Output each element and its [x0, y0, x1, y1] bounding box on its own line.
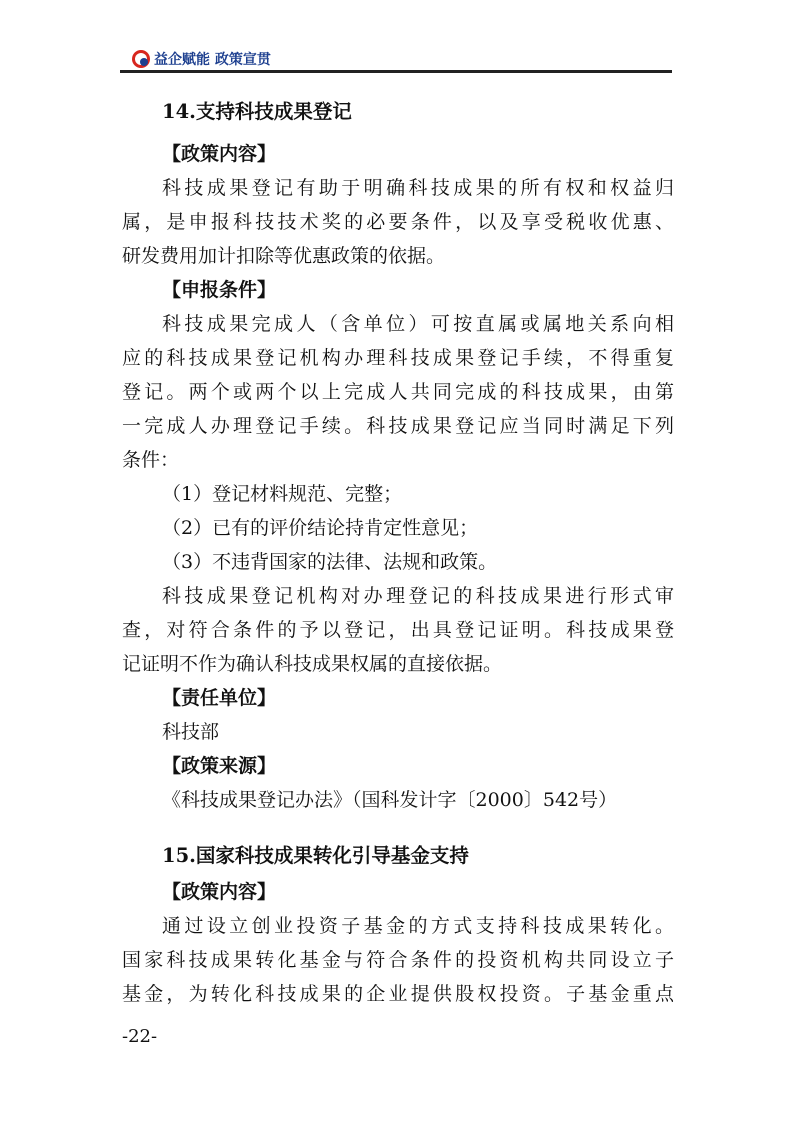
section-heading: 【政策内容】	[162, 143, 277, 165]
paragraph-line: 应的科技成果登记机构办理科技成果登记手续，不得重复	[122, 347, 674, 369]
paragraph-line: 科技部	[162, 721, 220, 743]
header-logo-text: 益企赋能 政策宣贯	[154, 52, 271, 68]
section-heading: 【政策来源】	[162, 755, 277, 777]
paragraph-line: 科技成果登记有助于明确科技成果的所有权和权益归	[162, 177, 674, 199]
paragraph-line: 条件：	[122, 449, 180, 471]
paragraph-line: 科技成果完成人（含单位）可按直属或属地关系向相	[162, 313, 674, 335]
paragraph-line: 记证明不作为确认科技成果权属的直接依据。	[122, 653, 503, 675]
section-heading: 【政策内容】	[162, 881, 277, 903]
paragraph-line: 国家科技成果转化基金与符合条件的投资机构共同设立子	[122, 949, 674, 971]
list-item: （2）已有的评价结论持肯定性意见；	[162, 517, 479, 539]
paragraph-line: 研发费用加计扣除等优惠政策的依据。	[122, 245, 446, 267]
section-title: 14.支持科技成果登记	[162, 100, 352, 123]
header-divider	[120, 70, 672, 73]
page-header	[120, 46, 672, 74]
list-item: （3）不违背国家的法律、法规和政策。	[162, 551, 498, 573]
section-title: 15.国家科技成果转化引导基金支持	[162, 844, 469, 867]
page-number: -22-	[122, 1026, 158, 1047]
paragraph-line: 《科技成果登记办法》（国科发计字〔2000〕542号）	[162, 789, 618, 811]
paragraph-line: 基金，为转化科技成果的企业提供股权投资。子基金重点	[122, 983, 674, 1005]
paragraph-line: 属，是申报科技技术奖的必要条件，以及享受税收优惠、	[122, 211, 674, 233]
paragraph-line: 科技成果登记机构对办理登记的科技成果进行形式审	[162, 585, 674, 607]
paragraph-line: 查，对符合条件的予以登记，出具登记证明。科技成果登	[122, 619, 674, 641]
logo-icon	[132, 50, 150, 68]
paragraph-line: 通过设立创业投资子基金的方式支持科技成果转化。	[162, 915, 674, 937]
paragraph-line: 一完成人办理登记手续。科技成果登记应当同时满足下列	[122, 415, 674, 437]
paragraph-line: 登记。两个或两个以上完成人共同完成的科技成果，由第	[122, 381, 674, 403]
list-item: （1）登记材料规范、完整；	[162, 483, 403, 505]
section-heading: 【申报条件】	[162, 279, 277, 301]
section-heading: 【责任单位】	[162, 687, 277, 709]
